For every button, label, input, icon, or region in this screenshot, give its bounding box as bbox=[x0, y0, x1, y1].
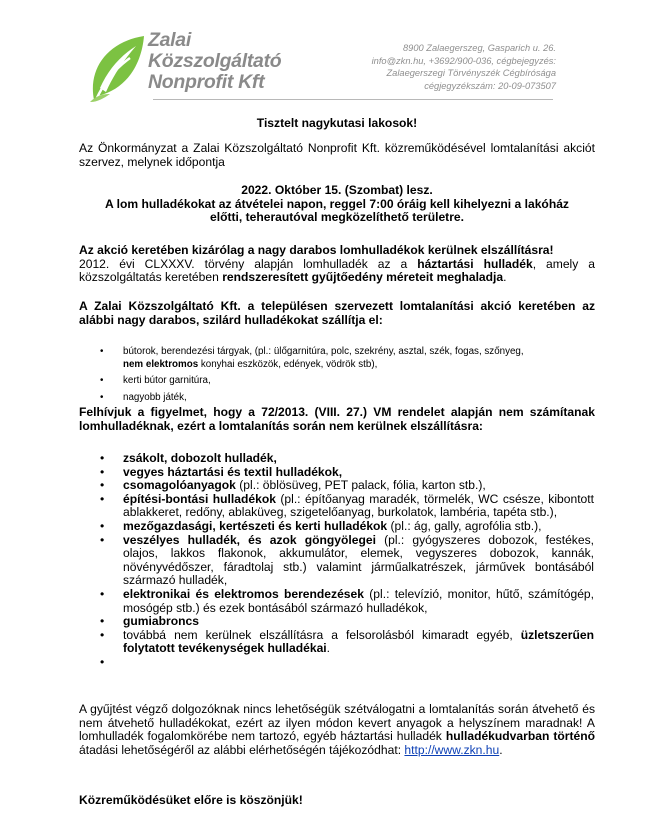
item-text: (pl.: öblösüveg, PET palack, fólia, karton stb.), bbox=[235, 478, 486, 493]
list-item bbox=[97, 656, 594, 670]
law-text-e: . bbox=[503, 270, 507, 285]
company-address bbox=[372, 42, 556, 92]
bullet: • bbox=[100, 627, 105, 642]
item-text: bútorok, berendezési tárgyak, (pl.: ülőgarnitúra, polc, szekrény, asztal, szék, fogas, szőnyeg, bbox=[123, 346, 524, 357]
law-definition bbox=[79, 258, 595, 285]
notice-text-c: átadási lehetőségéről az alábbi elérhetőségén tájékozódhat: bbox=[79, 742, 405, 757]
item-text-bold: építési-bontási hulladékok bbox=[123, 491, 276, 506]
company-line-2: Közszolgáltató bbox=[148, 50, 282, 72]
address-line-2: info@zkn.hu, +3692/900-036, cégbejegyzés: bbox=[371, 55, 556, 66]
list-item bbox=[97, 493, 594, 520]
bullet: • bbox=[100, 532, 105, 547]
company-line-1: Zalai bbox=[148, 29, 191, 51]
bullet: • bbox=[100, 518, 105, 533]
law-text-b: háztartási hulladék bbox=[417, 256, 533, 271]
list-item bbox=[97, 391, 567, 404]
collected-items-list bbox=[97, 345, 567, 404]
header-divider bbox=[153, 99, 553, 100]
bullet: • bbox=[100, 654, 105, 669]
website-link[interactable]: http://www.zkn.hu bbox=[404, 742, 500, 757]
bullet: • bbox=[100, 464, 105, 479]
item-text-bold: vegyes háztartási és textil hulladékok, bbox=[123, 464, 343, 479]
item-text: (pl.: televízió, monitor, hűtő, számítógép, mosógép stb.) és ezek bontásából származó hulladékok, bbox=[123, 586, 595, 615]
company-name bbox=[148, 30, 281, 93]
item-text-bold: csomagolóanyagok bbox=[123, 478, 236, 493]
address-line-3: Zalaegerszegi Törvényszék Cégbírósága bbox=[386, 68, 556, 79]
list-item bbox=[97, 466, 594, 480]
notice-text-a: A gyűjtést végző dolgozóknak nincs lehetőségük szétválogatni a lomtalanítás során átvehető és nem átvehető hulladékokat, ezért az ilyen módon kevert anyagok a helyszínem maradnak! A lomhulladék fogalomkörébe nem tartozó, egyéb háztartási hulladék bbox=[79, 702, 595, 744]
intro-paragraph: Az Önkormányzat a Zalai Közszolgáltató Nonprofit Kft. közreműködésével lomtalanítási akciót szervez, melynek időpontja bbox=[79, 141, 595, 169]
list-item bbox=[97, 374, 567, 387]
list-item bbox=[97, 452, 594, 466]
bullet: • bbox=[100, 586, 105, 601]
item-text: konyhai eszközök, edények, vödrök stb), bbox=[198, 359, 378, 371]
leaf-logo-icon bbox=[84, 30, 154, 110]
list-item bbox=[97, 479, 594, 493]
company-line-3: Nonprofit Kft bbox=[148, 71, 265, 93]
date-line: 2022. Október 15. (Szombat) lesz. bbox=[241, 183, 433, 197]
list-item bbox=[97, 520, 594, 534]
item-text: . bbox=[326, 641, 331, 656]
item-text: nagyobb játék, bbox=[123, 391, 187, 403]
bullet: • bbox=[100, 491, 105, 506]
sorting-notice-paragraph bbox=[79, 703, 595, 757]
item-text-bold: nem elektromos bbox=[123, 359, 199, 371]
bullet: • bbox=[100, 451, 105, 465]
list-item bbox=[97, 615, 594, 629]
bullet: • bbox=[100, 391, 104, 403]
placement-instruction: A lom hulladékokat az átvételei napon, reggel 7:00 óráig kell kihelyezni a lakóház előtti, teherautóval megközelíthető területre. bbox=[105, 196, 569, 225]
notice-text-b: hulladékudvarban történő bbox=[445, 729, 595, 744]
list-item bbox=[97, 629, 594, 656]
item-text-bold: mezőgazdasági, kertészeti és kerti hulladékok bbox=[123, 518, 388, 533]
notice-text-d: . bbox=[499, 742, 503, 757]
item-text-bold: zsákolt, dobozolt hulladék, bbox=[123, 451, 277, 465]
excluded-items-list bbox=[97, 452, 594, 670]
law-text-d: rendszeresített gyűjtőedény méreteit meghaladja bbox=[222, 270, 504, 285]
item-text-bold: veszélyes hulladék, és azok göngyölegei bbox=[123, 532, 376, 547]
bullet: • bbox=[100, 478, 105, 493]
item-text: (pl.: gyógyszeres dobozok, festékes, olajos, lakkos flakonok, akkumulátor, elemek, vegyszeres dobozok, kannák, növényvédőszer, fáradtolaj stb.) valamint járműalkatrészek, járművek bontásából származó hulladék, bbox=[123, 532, 594, 588]
bullet: • bbox=[100, 375, 104, 387]
list-item bbox=[97, 345, 567, 371]
definition-paragraph bbox=[79, 244, 595, 285]
only-bulky-notice: Az akció keretében kizárólag a nagy darabos lomhulladékok kerülnek elszállításra! bbox=[79, 243, 554, 257]
excluded-items-intro: Felhívjuk a figyelmet, hogy a 72/2013. (VIII. 27.) VM rendelet alapján nem számítanak lomhulladéknak, ezért a lomtalanítás során nem kerülnek elszállításra: bbox=[79, 405, 595, 433]
list-item bbox=[97, 588, 594, 615]
bullet: • bbox=[100, 614, 105, 629]
collected-items-intro: A Zalai Közszolgáltató Kft. a településen szervezett lomtalanítási akció keretében az alábbi nagy darabos, szilárd hulladékokat szállítja el: bbox=[79, 299, 595, 327]
closing-line: Közreműködésüket előre is köszönjük! bbox=[79, 793, 303, 807]
item-text-bold: gumiabroncs bbox=[123, 614, 199, 629]
bullet: • bbox=[100, 346, 104, 357]
address-line-1: 8900 Zalaegerszeg, Gasparich u. 26. bbox=[403, 43, 556, 53]
item-text-bold: elektronikai és elektromos berendezések bbox=[123, 586, 364, 601]
law-text-a: 2012. évi CLXXXV. törvény alapján lomhulladék az a bbox=[79, 256, 418, 271]
item-text: (pl.: építőanyag maradék, törmelék, WC csésze, kibontott ablakkeret, redőny, ablaküveg, szigetelőanyag, burkolatok, lambéria, tapéta stb.), bbox=[123, 491, 594, 520]
item-text-bold: üzletszerűen folytatott tevékenységek hulladékai bbox=[123, 627, 594, 656]
list-item bbox=[97, 534, 594, 588]
item-text: továbbá nem kerülnek elszállításra a felsorolásból kimaradt egyéb, bbox=[123, 627, 521, 642]
address-line-4: cégjegyzékszám: 20-09-073507 bbox=[424, 80, 556, 91]
item-text: (pl.: ág, gally, agrofólia stb.), bbox=[387, 518, 542, 533]
item-text: kerti bútor garnitúra, bbox=[123, 375, 211, 387]
law-text-c: , amely a közszolgáltatás keretében bbox=[79, 256, 595, 285]
date-block bbox=[92, 184, 582, 225]
salutation: Tisztelt nagykutasi lakosok! bbox=[256, 116, 418, 130]
